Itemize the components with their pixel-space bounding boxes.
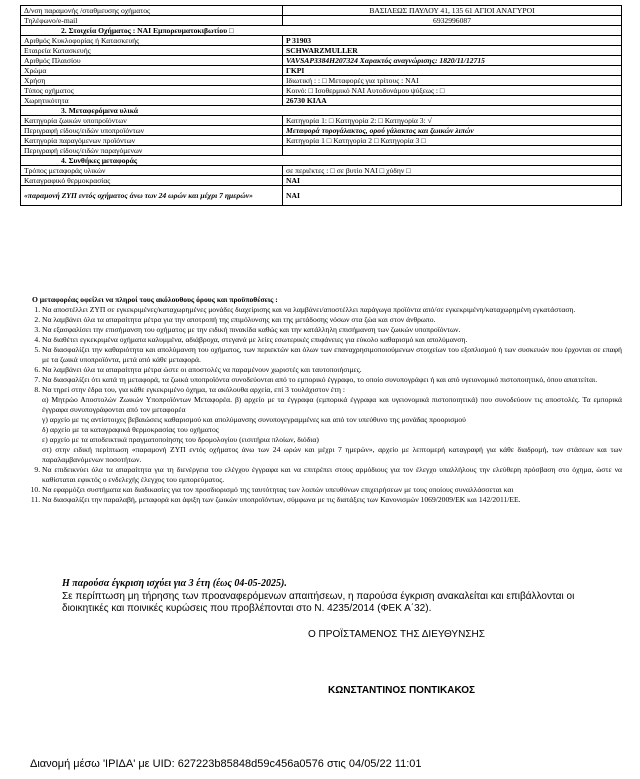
terms-item xyxy=(42,335,622,345)
terms-item-text: Να διασφαλίζει ότι κατά τη μεταφορά, τα ζωικά υποπροϊόντα συνοδεύονται από το εμπορικό έγγραφο, το οποίο συνυπογράφει ή και από υγειονομικό πιστοποιητικό, όπου απαιτείται. xyxy=(42,375,598,384)
terms-item xyxy=(42,385,622,465)
terms-item-text: Να λαμβάνει όλα τα απαραίτητα μέτρα ώστε οι αποστολές να παραμένουν χωριστές και ταυτοποιήσιμες. xyxy=(42,365,362,374)
field-label: Κατηγορία παραγόμενων προϊόντων xyxy=(21,136,283,146)
terms-item-text: Να επιδεικνύει όλα τα απαραίτητα για τη διενέργεια του ελέγχου έγγραφα και να επιτρέπει στους αρμόδιους για τον έλεγχο υπαλλήλους την ελεύθερη πρόσβαση στο όχημα, ώστε να καθίσταται εφικτός ο ενδελεχής έλεγχος του εμπορεύματος. xyxy=(42,465,622,484)
terms-item xyxy=(42,365,622,375)
field-label: Δ/νση παραμονής /σταθμευσης οχήματος xyxy=(21,6,283,16)
field-value: ΒΑΣΙΛΕΩΣ ΠΑΥΛΟΥ 41, 135 61 ΑΓΙΟΙ ΑΝΑΓΥΡΟΙ xyxy=(283,6,622,16)
director-title: Ο ΠΡΟΪΣΤΑΜΕΝΟΣ ΤΗΣ ΔΙΕΥΘΥΝΣΗΣ xyxy=(308,629,485,640)
terms-item-text: Να αποστέλλει ΖΥΠ σε εγκεκριμένες/καταχωρημένες μονάδες διαχείρισης και να λαμβάνει/αποστέλλει παράγωγα προϊόντα από/σε εγκεκριμένη/καταχωρημένη εγκατάσταση. xyxy=(42,305,576,314)
section-heading-row xyxy=(21,106,622,116)
section-heading: 3. Μεταφερόμενα υλικά xyxy=(21,106,622,116)
field-label: Τρόπος μεταφοράς υλικών xyxy=(21,166,283,176)
section-heading-row xyxy=(21,156,622,166)
field-value: σε περιέκτες : □ σε βυτίο ΝΑΙ □ χύδην □ xyxy=(283,166,622,176)
field-label: Χωρητικότητα xyxy=(21,96,283,106)
validity-note: Σε περίπτωση μη τήρησης των προαναφερόμενων απαιτήσεων, η παρούσα έγκριση ανακαλείται και επιβάλλονται οι διοικητικές και ποινικές κυρώσεις που προβλέπονται στο Ν. 4235/2014 (ΦΕΚ Α΄32). xyxy=(62,591,575,614)
terms-item-text: Να τηρεί στην έδρα του, για κάθε εγκεκριμένο όχημα, τα ακόλουθα αρχεία, επί 3 τουλάχιστον έτη : xyxy=(42,385,346,394)
form-row xyxy=(21,186,622,206)
field-value: Ιδιωτική : : □ Μεταφορές για τρίτους : ΝΑΙ xyxy=(283,76,622,86)
form-row xyxy=(21,56,622,66)
terms-item xyxy=(42,325,622,335)
field-label: Αριθμός Πλαισίου xyxy=(21,56,283,66)
vehicle-form-table xyxy=(20,5,622,206)
field-label: Κατηγορία ζωικών υποπροϊόντων xyxy=(21,116,283,126)
field-value: 26730 ΚΙΛΑ xyxy=(283,96,622,106)
form-row xyxy=(21,46,622,56)
records-subitem: ε) αρχείο με τα αποδεικτικά πραγματοποίησης του δρομολογίου (εισιτήρια πλοίων, διόδια) xyxy=(42,435,319,444)
field-label: Καταγραφικό θερμοκρασίας xyxy=(21,176,283,186)
section-heading-row xyxy=(21,26,622,36)
form-row xyxy=(21,136,622,146)
field-label: Αριθμός Κυκλοφορίας ή Κατασκευής xyxy=(21,36,283,46)
field-label: Περιγραφή είδους/ειδών υποπροϊόντων xyxy=(21,126,283,136)
field-value: Κατηγορία 1: □ Κατηγορία 2: □ Κατηγορία 3: √ xyxy=(283,116,622,126)
terms-item xyxy=(42,305,622,315)
terms-item-text: Να εφαρμόζει συστήματα και διαδικασίες για τον προσδιορισμό της ταυτότητας των λοιπών υπευθύνων επιχειρήσεων με τους οποίους συναλλάσσεται και xyxy=(42,485,514,494)
field-label: Εταιρεία Κατασκευής xyxy=(21,46,283,56)
validity-statement: Η παρούσα έγκριση ισχύει για 3 έτη (έως 04-05-2025). xyxy=(62,578,287,589)
terms-item xyxy=(42,315,622,325)
form-row xyxy=(21,16,622,26)
terms-item xyxy=(42,495,622,505)
records-subitem: στ) στην ειδική περίπτωση «παραμονή ΖΥΠ εντός οχήματος άνω των 24 ωρών και μέχρι 7 ημερών», αρχείο με λεπτομερή καταγραφή για κάθε διαδρομή, των στάσεων και των παραλαμβανόμενων ποσοτήτων. xyxy=(42,445,622,464)
distribution-footer: Διανομή μέσω 'ΙΡΙΔΑ' με UID: 627223b85848d59c456a0576 στις 04/05/22 11:01 xyxy=(30,758,422,770)
terms-item-text: Να διασφαλίζει την παραλαβή, μεταφορά και άφιξη των ζωικών υποπροϊόντων, σύμφωνα με τις διατάξεις των Κανονισμών 1069/2009/ΕΚ και 142/2011/ΕΕ. xyxy=(42,495,521,504)
terms-item xyxy=(42,375,622,385)
field-label: «παραμονή ΖΥΠ εντός οχήματος άνω των 24 ωρών και μέχρι 7 ημερών» xyxy=(21,186,283,206)
field-label: Χρώμα xyxy=(21,66,283,76)
terms-heading: Ο μεταφορέας οφείλει να πληροί τους ακόλουθους όρους και προϋποθέσεις : xyxy=(32,295,278,304)
form-row xyxy=(21,76,622,86)
director-name: ΚΩΝΣΤΑΝΤΙΝΟΣ ΠΟΝΤΙΚΑΚΟΣ xyxy=(328,685,476,696)
section-heading: 2. Στοιχεία Οχήματος : ΝΑΙ Εμπορευματοκιβωτίου □ xyxy=(21,26,622,36)
form-row xyxy=(21,146,622,156)
terms-item xyxy=(42,485,622,495)
field-label: Τύπος οχήματος xyxy=(21,86,283,96)
section-heading: 4. Συνθήκες μεταφοράς xyxy=(21,156,622,166)
field-value: ΓΚΡΙ xyxy=(283,66,622,76)
form-row xyxy=(21,86,622,96)
form-row xyxy=(21,36,622,46)
field-label: Χρήση xyxy=(21,76,283,86)
field-label: Τηλέφωνο/e-mail xyxy=(21,16,283,26)
terms-item xyxy=(42,465,622,485)
field-value: Κατηγορία 1 □ Κατηγορία 2 □ Κατηγορία 3 □ xyxy=(283,136,622,146)
field-value: SCHWARZMULLER xyxy=(283,46,622,56)
terms-item xyxy=(42,345,622,365)
terms-section xyxy=(20,295,622,505)
terms-item-text: Να διασφαλίζει την καθαριότητα και απολύμανση του οχήματος, των περιεκτών και όλων των επαναχρησιμοποιούμενων στοιχείων του εξοπλισμού ή των συσκευών που έρχονται σε επαφή με τα ζωικά υποπροϊόντα, μετά από κάθε μεταφορά. xyxy=(42,345,622,364)
terms-list xyxy=(20,305,622,505)
records-subitem: γ) αρχείο με τις αντίστοιχες βεβαιώσεις καθαρισμού και απολύμανσης συνυπογεγραμμένες και από τον υπεύθυνο της μονάδας προορισμού xyxy=(42,415,466,424)
field-value xyxy=(283,146,622,156)
field-value: ΝΑΙ xyxy=(283,186,622,206)
form-row xyxy=(21,126,622,136)
form-row xyxy=(21,96,622,106)
form-row xyxy=(21,176,622,186)
records-subitem: δ) αρχείο με τα καταγραφικά θερμοκρασίας του οχήματος xyxy=(42,425,219,434)
field-value: VAVSAP3384H207324 Χαρακτός αναγνώρισης: 1820/11/12715 xyxy=(283,56,622,66)
field-value: Ρ 31903 xyxy=(283,36,622,46)
form-row xyxy=(21,116,622,126)
field-value: Κοινό: □ Ισοθερμικό ΝΑΙ Αυτοδυνάμου ψύξεως : □ xyxy=(283,86,622,96)
terms-item-text: Να εξασφαλίσει την επισήμανση του οχήματος με την ειδική πινακίδα καθώς και την κατάλληλη επισήμανση των ζωικών υποπροϊόντων. xyxy=(42,325,461,334)
form-row xyxy=(21,166,622,176)
field-value: Μεταφορά τυρογάλακτος, ορού γάλακτος και ζωικών λιπών xyxy=(283,126,622,136)
form-row xyxy=(21,6,622,16)
terms-item-text: Να διαθέτει εγκεκριμένα οχήματα καλυμμένα, αδιάβροχα, στεγανά με λείες εσωτερικές επιφάνειες για εύκολο καθαρισμό και απολύμανση. xyxy=(42,335,468,344)
field-value: 6932996087 xyxy=(283,16,622,26)
terms-item-text: Να λαμβάνει όλα τα απαραίτητα μέτρα για την αποτροπή της επιμόλυνσης και της μετάδοσης νόσων στα ζώα και στον άνθρωπο. xyxy=(42,315,436,324)
field-label: Περιγραφή είδους/ειδών παραγόμενων xyxy=(21,146,283,156)
form-row xyxy=(21,66,622,76)
records-subitem: α) Μητρώο Αποστολών Ζωικών Υποπροϊόντων Μεταφορέα. β) αρχείο με τα έγγραφα (εμπορικά έγγραφα και υγειονομικά πιστοποιητικά) που συνοδεύουν τις αποστολές. Τα εμπορικά έγγραφα συνυπογράφονται από τον μεταφορέα xyxy=(42,395,622,414)
field-value: ΝΑΙ xyxy=(283,176,622,186)
